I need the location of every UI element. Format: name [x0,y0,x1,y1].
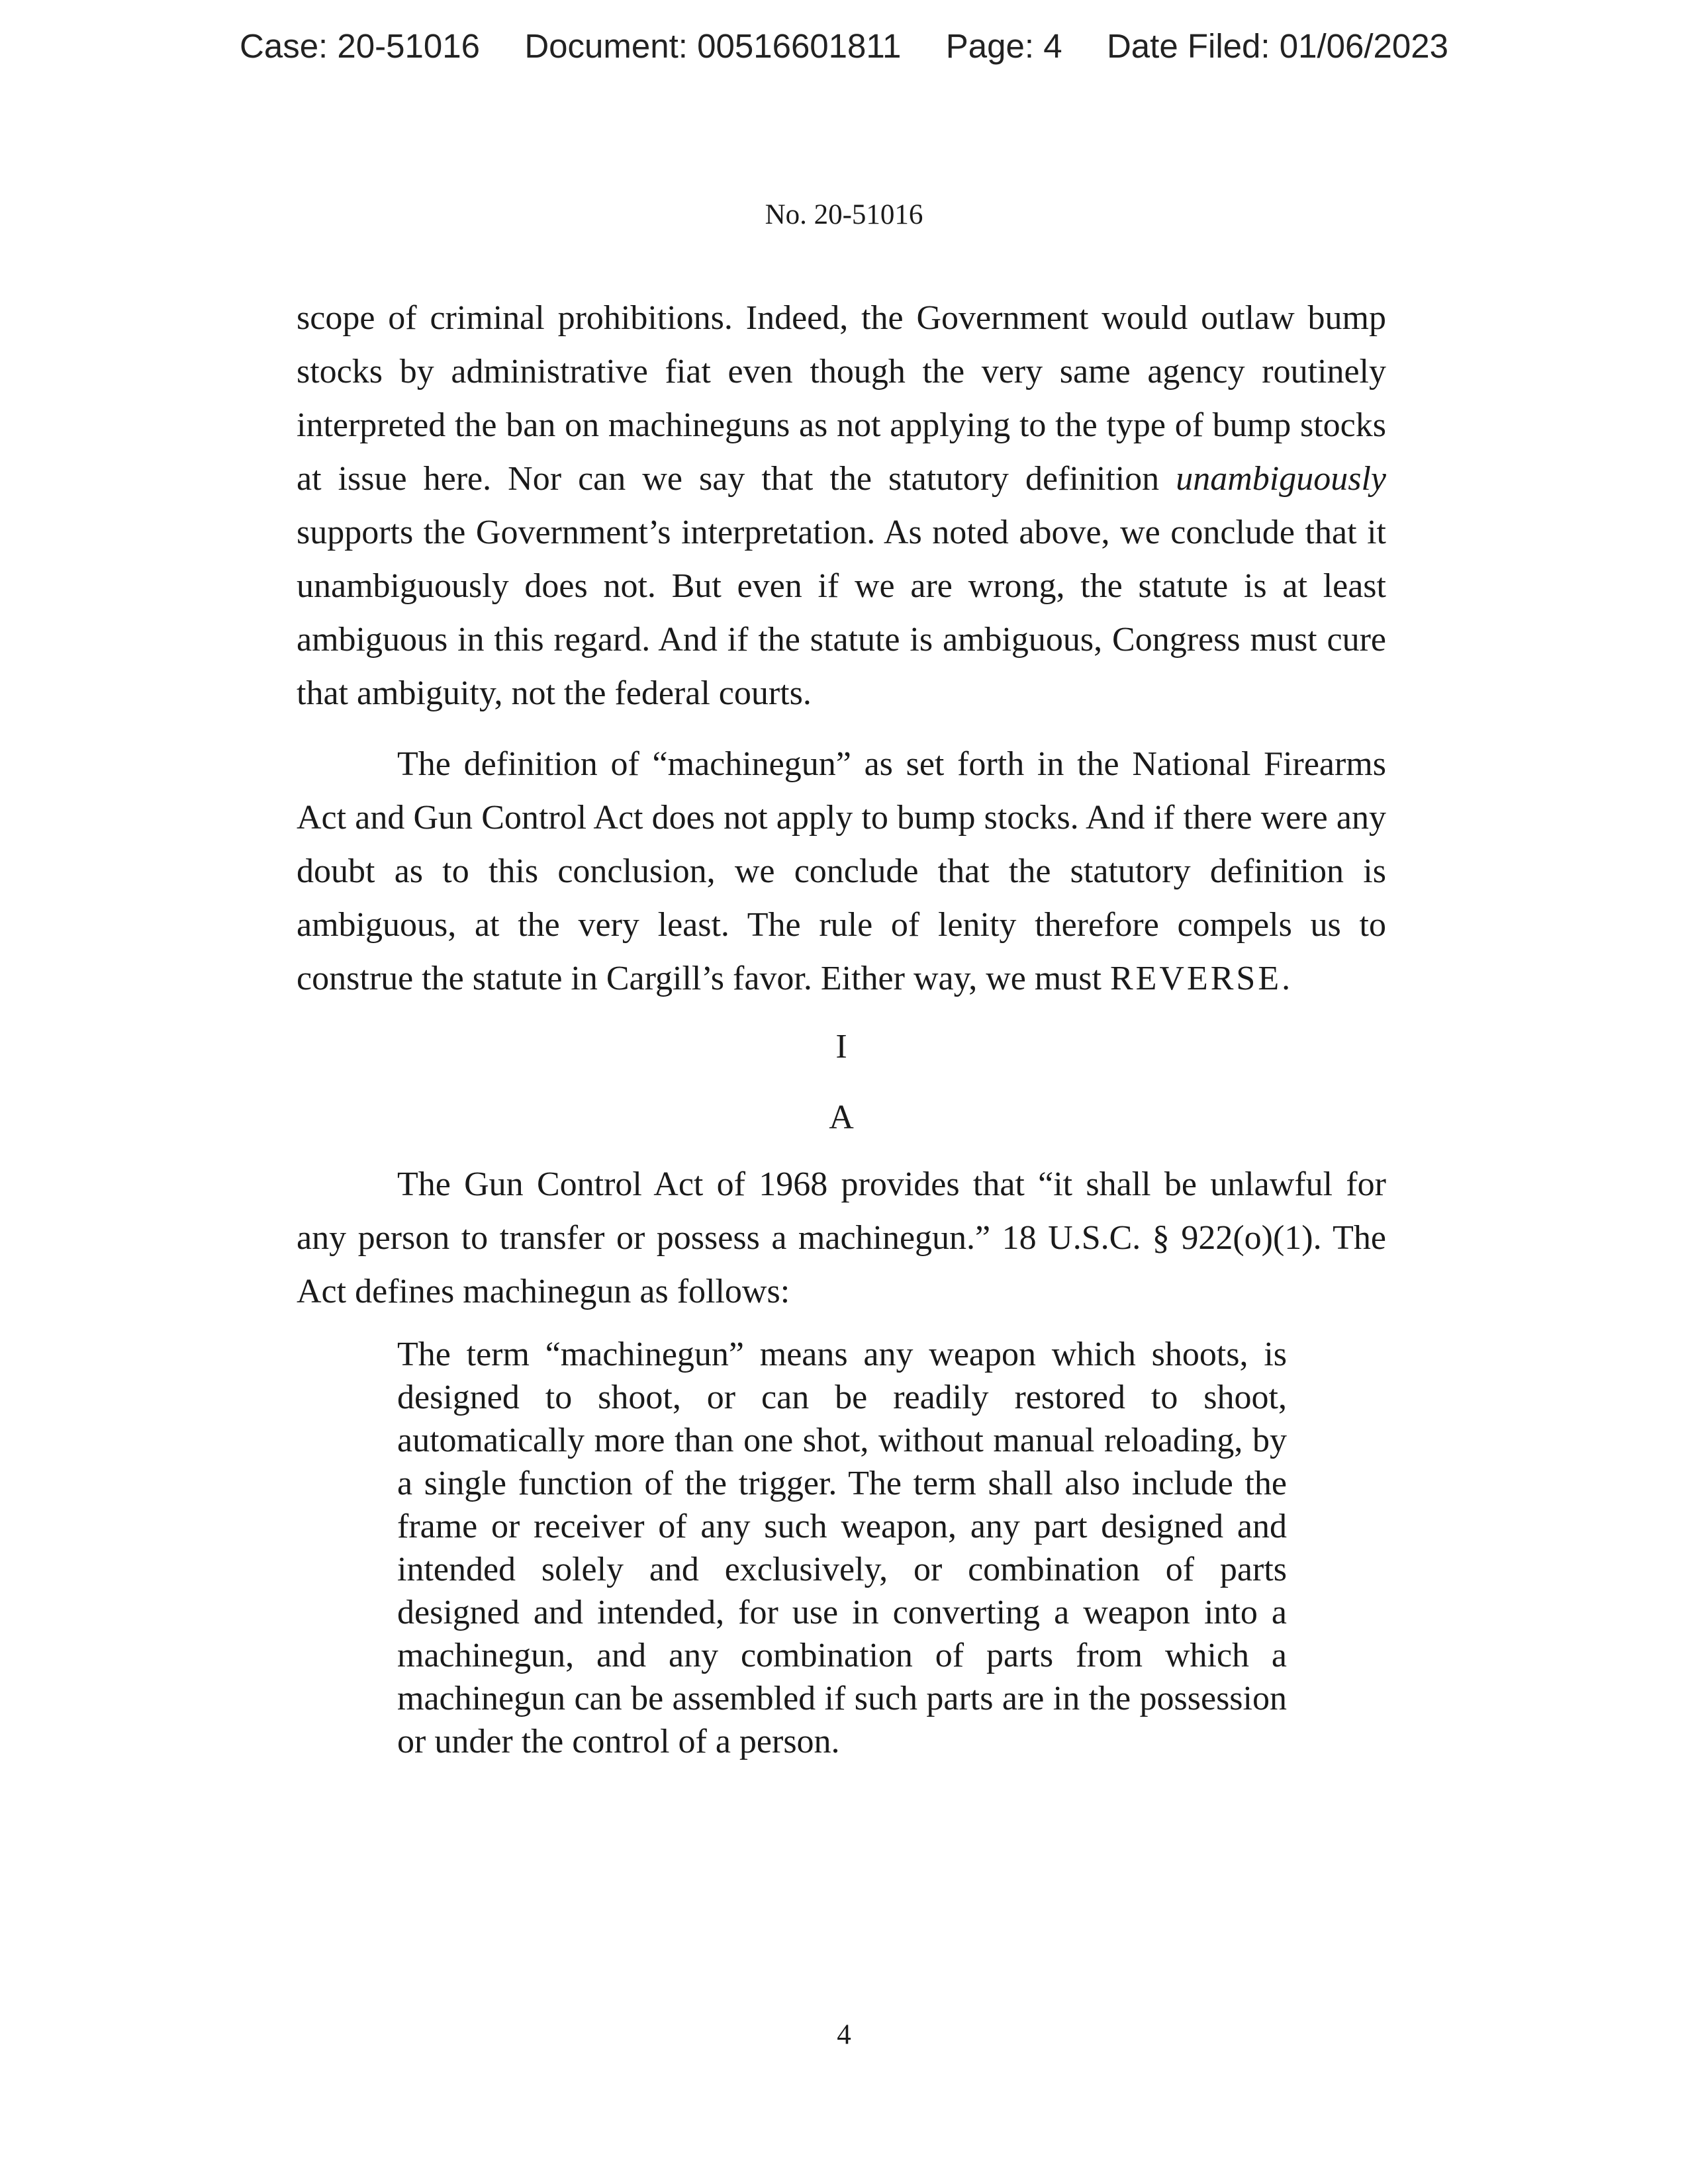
page-indicator: Page: 4 [945,27,1062,65]
emphasis-unambiguously: unambiguously [1176,460,1386,498]
document-number: Document: 00516601811 [524,27,902,65]
reverse-disposition: REVERSE [1109,960,1282,997]
paragraph-scope: scope of criminal prohibitions. Indeed, the Government would outlaw bump stocks by administrative fiat even though the very same agency routinely interpreted the ban on machineguns as not applying to the type of bump stocks at issue here. Nor can we say that the statutory definition unambiguously supports the Government’s interpretation. As noted above, we conclude that it unambiguously does not. But even if we are wrong, the statute is at least ambiguous in this regard. And if the statute is ambiguous, Congress must cure that ambiguity, not the federal courts. [297,299,1386,712]
date-filed: Date Filed: 01/06/2023 [1106,27,1448,65]
page-number: 4 [837,2019,851,2050]
filing-header [240,26,1448,66]
opinion-body [297,291,1386,1763]
section-heading-a: A [829,1099,854,1136]
docket-number: No. 20-51016 [765,199,923,230]
case-number: Case: 20-51016 [240,27,480,65]
block-quote-definition: The term “machinegun” means any weapon which shoots, is designed to shoot, or can be readily restored to shoot, automatically more than one shot, without manual reloading, by a single function of the trigger. The term shall also include the frame or receiver of any such weapon, any part designed and intended solely and exclusively, or combination of parts designed and intended, for use in converting a weapon into a machinegun, and any combination of parts from which a machinegun can be assembled if such parts are in the possession or under the control of a person. [397,1336,1287,1760]
section-heading-i: I [835,1028,847,1066]
paragraph-gun-control-act: The Gun Control Act of 1968 provides that “it shall be unlawful for any person to transfer or possess a machinegun.” 18 U.S.C. § 922(o)(1). The Act defines machinegun as follows: [297,1165,1386,1310]
paragraph-conclusion: The definition of “machinegun” as set forth in the National Firearms Act and Gun Control Act does not apply to bump stocks. And if there were any doubt as to this conclusion, we conclude that the statutory definition is ambiguous, at the very least. The rule of lenity therefore compels us to construe the statute in Cargill’s favor. Either way, we must REVERSE. [297,745,1386,997]
